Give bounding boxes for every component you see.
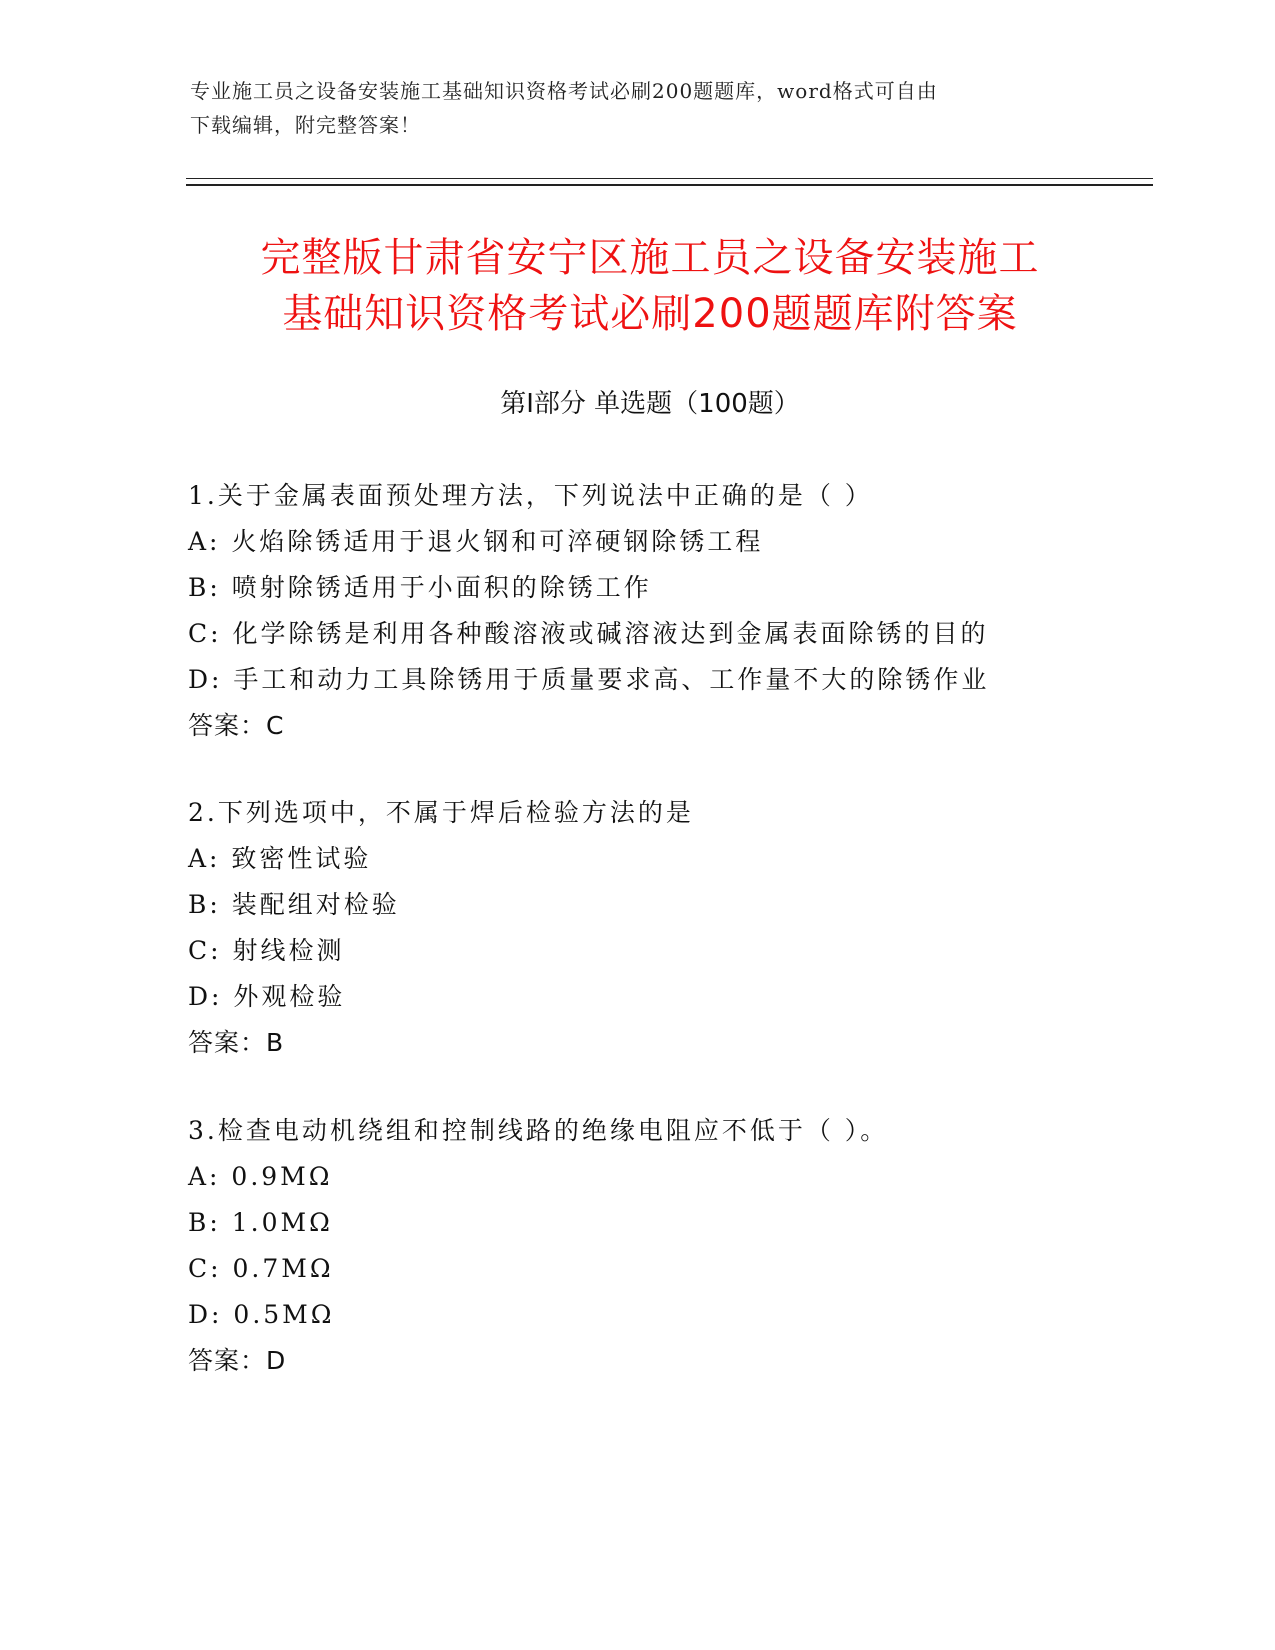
option-a: A: 致密性试验 xyxy=(188,844,372,873)
option-c: C: 射线检测 xyxy=(188,936,345,965)
document-title-line-1: 完整版甘肃省安宁区施工员之设备安装施工 xyxy=(260,235,1040,281)
option-b: B: 装配组对检验 xyxy=(188,890,400,919)
option-a: A: 火焰除锈适用于退火钢和可淬硬钢除锈工程 xyxy=(188,527,764,556)
header-note-line-2: 下载编辑，附完整答案！ xyxy=(190,113,421,137)
option-d: D: 手工和动力工具除锈用于质量要求高、工作量不大的除锈作业 xyxy=(188,665,990,694)
answer-line: 答案：B xyxy=(188,1028,285,1057)
option-a: A: 0.9MΩ xyxy=(188,1162,333,1191)
answer-line: 答案：C xyxy=(188,711,285,740)
question-3 xyxy=(188,1108,1148,1384)
option-c: C: 化学除锈是利用各种酸溶液或碱溶液达到金属表面除锈的目的 xyxy=(188,619,989,648)
header-divider-thin xyxy=(186,178,1153,179)
section-heading: 第I部分 单选题（100题） xyxy=(500,389,800,419)
question-stem: 2.下列选项中，不属于焊后检验方法的是 xyxy=(188,798,694,827)
option-c: C: 0.7MΩ xyxy=(188,1254,334,1283)
header-divider-thick xyxy=(186,184,1153,186)
document-title-line-2: 基础知识资格考试必刷200题题库附答案 xyxy=(282,291,1018,337)
header-note xyxy=(190,74,1090,142)
option-d: D: 0.5MΩ xyxy=(188,1300,335,1329)
question-stem: 3.检查电动机绕组和控制线路的绝缘电阻应不低于（ ）。 xyxy=(188,1116,889,1145)
option-d: D: 外观检验 xyxy=(188,982,346,1011)
question-2 xyxy=(188,790,1148,1066)
option-b: B: 1.0MΩ xyxy=(188,1208,333,1237)
option-b: B: 喷射除锈适用于小面积的除锈工作 xyxy=(188,573,652,602)
question-stem: 1.关于金属表面预处理方法，下列说法中正确的是（ ） xyxy=(188,481,873,510)
question-1 xyxy=(188,473,1148,749)
answer-line: 答案：D xyxy=(188,1346,287,1375)
document-title xyxy=(150,230,1150,342)
header-note-line-1: 专业施工员之设备安装施工基础知识资格考试必刷200题题库，word格式可自由 xyxy=(190,79,938,103)
